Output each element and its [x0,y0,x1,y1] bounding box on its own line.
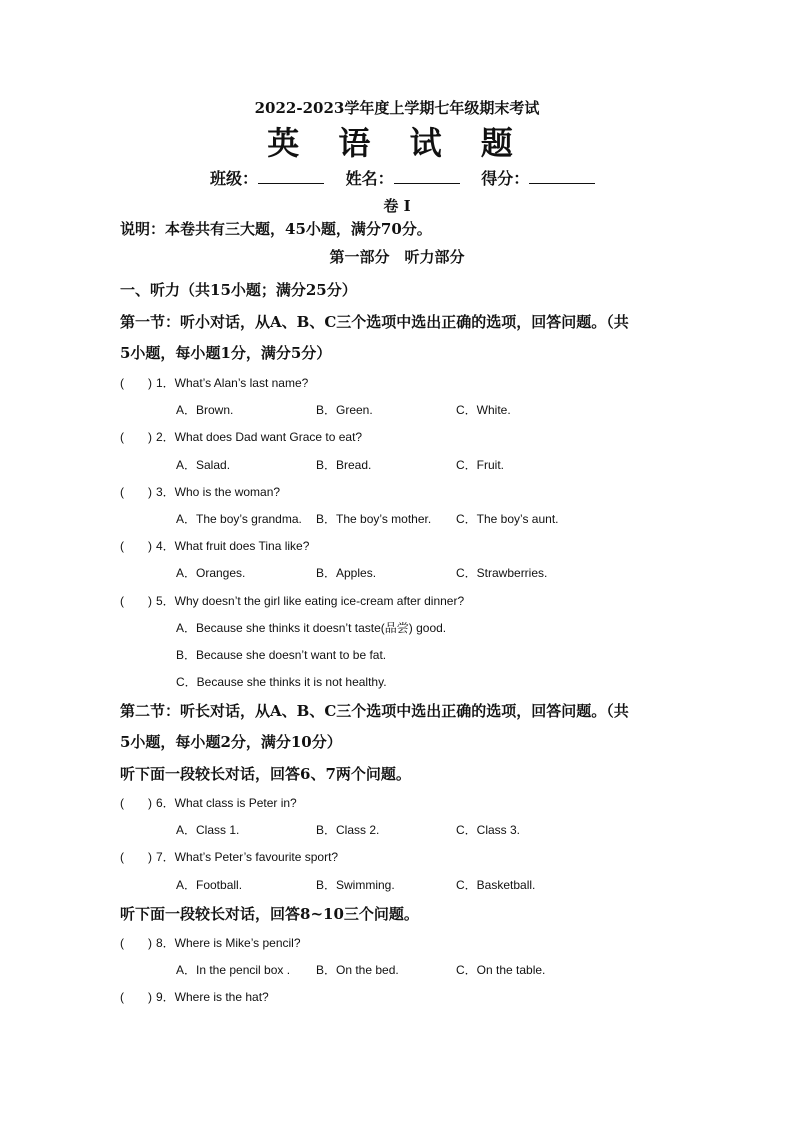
answer-bracket[interactable]: ( ) [120,990,152,1004]
section2-instruction-line1: 第二节：听长对话，从A、B、C三个选项中选出正确的选项，回答问题。（共 [120,702,629,720]
option-c: C．Strawberries. [456,566,548,580]
question-4 [120,537,309,554]
section2-instruction-line2: 5小题，每小题2分，满分10分） [120,733,342,751]
question-9 [120,988,269,1005]
class-label: 班级： [210,169,259,188]
section1-instruction-line1: 第一节：听小对话，从A、B、C三个选项中选出正确的选项，回答问题。（共 [120,313,629,331]
answer-bracket[interactable]: ( ) [120,936,152,950]
listening-heading: 一、听力（共15小题；满分25分） [120,281,357,299]
option-a: A．In the pencil box . [176,963,291,977]
question-1 [120,374,308,391]
exam-note: 说明：本卷共有三大题，45小题，满分70分。 [120,220,432,238]
answer-bracket[interactable]: ( ) [120,430,152,444]
name-blank[interactable] [394,169,460,184]
option-a: A．Football. [176,878,243,892]
option-a: A．Oranges. [176,566,246,580]
dialogue-instruction-2: 听下面一段较长对话，回答8~10三个问题。 [120,905,419,923]
option-c: C．Because she thinks it is not healthy. [176,675,387,689]
option-b: B．Bread. [316,458,372,472]
option-c: C．Fruit. [456,458,505,472]
option-b: B．The boy’s mother. [316,512,432,526]
answer-bracket[interactable]: ( ) [120,796,152,810]
option-a: A．Brown. [176,403,234,417]
answer-bracket[interactable]: ( ) [120,850,152,864]
question-text: 1．What’s Alan’s last name? [156,376,309,390]
question-text: 4．What fruit does Tina like? [156,539,310,553]
question-7 [120,848,338,865]
question-2 [120,428,362,445]
answer-bracket[interactable]: ( ) [120,485,152,499]
option-c: C．Class 3. [456,823,521,837]
question-text: 3．Who is the woman? [156,485,281,499]
question-5 [120,592,464,609]
option-c: C．White. [456,403,511,417]
option-b: B．Class 2. [316,823,380,837]
option-b: B．Swimming. [316,878,395,892]
section1-instruction-line2: 5小题，每小题1分，满分5分） [120,344,332,362]
question-6 [120,794,297,811]
option-b: B．Apples. [316,566,377,580]
class-blank[interactable] [258,169,324,184]
option-b: B．Green. [316,403,373,417]
option-b: B．Because she doesn’t want to be fat. [176,648,387,662]
option-b: B．On the bed. [316,963,399,977]
question-3 [120,483,280,500]
student-info-line [210,166,611,189]
option-a: A．Class 1. [176,823,240,837]
score-blank[interactable] [529,169,595,184]
answer-bracket[interactable]: ( ) [120,376,152,390]
question-text: 2．What does Dad want Grace to eat? [156,430,363,444]
option-c: C．The boy’s aunt. [456,512,559,526]
answer-bracket[interactable]: ( ) [120,539,152,553]
option-a: A．Salad. [176,458,231,472]
part-title: 第一部分 听力部分 [329,248,465,266]
exam-subtitle: 2022-2023学年度上学期七年级期末考试 [254,99,540,117]
answer-bracket[interactable]: ( ) [120,594,152,608]
question-text: 8．Where is Mike’s pencil? [156,936,301,950]
dialogue-instruction-1: 听下面一段较长对话，回答6、7两个问题。 [120,765,411,783]
question-text: 7．What’s Peter’s favourite sport? [156,850,339,864]
option-a: A．The boy’s grandma. [176,512,302,526]
score-label: 得分： [481,169,530,188]
exam-title: 英 语 试 题 [267,124,527,162]
question-text: 5．Why doesn’t the girl like eating ice-cream after dinner? [156,594,465,608]
option-c: C．On the table. [456,963,546,977]
name-label: 姓名： [345,169,394,188]
option-a: A．Because she thinks it doesn’t taste(品尝) good. [176,621,447,635]
question-text: 9．Where is the hat? [156,990,269,1004]
option-c: C．Basketball. [456,878,536,892]
question-text: 6．What class is Peter in? [156,796,297,810]
question-8 [120,934,301,951]
volume-label: 卷 I [383,197,411,215]
